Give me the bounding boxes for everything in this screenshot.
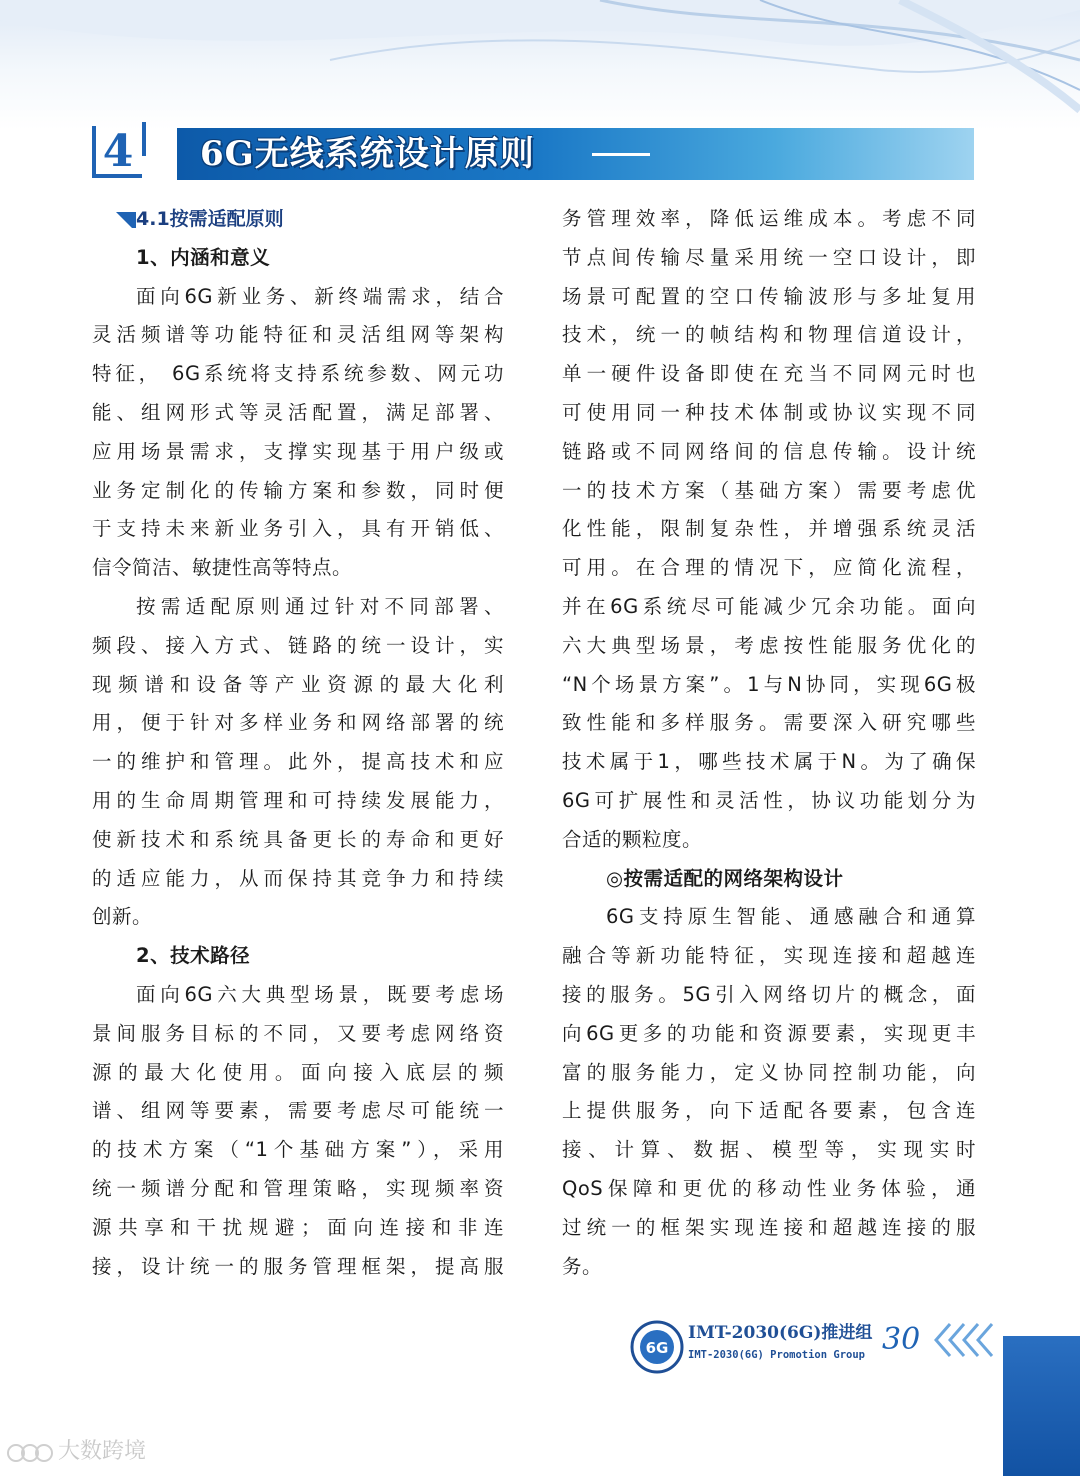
text-line: 信令简洁、敏捷性高等特点。 [92, 556, 353, 580]
chevron-arrows-icon [930, 1320, 1000, 1360]
footer-bar [1003, 1336, 1080, 1476]
text-line: 融合等新功能特征，实现连接和超越连 [562, 944, 976, 968]
text-line: 并在6G系统尽可能减少冗余功能。面向 [562, 594, 976, 618]
marker-bar-icon [132, 212, 136, 228]
text-line: 面向6G六大典型场景，既要考虑场 [136, 982, 504, 1006]
text-line: 接，设计统一的服务管理框架，提高服 [92, 1254, 504, 1278]
text-line: 于支持未来新业务引入，具有开销低、 [92, 517, 504, 541]
text-line: 能、组网形式等灵活配置，满足部署、 [92, 400, 504, 424]
paragraph-path-continued [562, 200, 976, 860]
paragraph-meaning [92, 278, 504, 588]
text-line: 源共享和干扰规避；面向连接和非连 [92, 1215, 504, 1239]
organization-name-en: IMT-2030(6G) Promotion Group [688, 1349, 866, 1361]
text-line: 特征， 6G系统将支持系统参数、网元功 [92, 362, 504, 386]
imt2030-logo-icon [630, 1320, 684, 1374]
text-line: 单一硬件设备即使在充当不同网元时也 [562, 362, 976, 386]
chapter-number: 4 [102, 126, 134, 177]
text-line: 用的生命周期管理和可持续发展能力， [92, 788, 504, 812]
right-column [562, 200, 976, 1286]
text-line: 源的最大化使用。面向接入底层的频 [92, 1060, 504, 1084]
chapter-title-dash [592, 153, 650, 156]
text-line: 使新技术和系统具备更长的寿命和更好 [92, 827, 504, 851]
text-line: 6G可扩展性和灵活性，协议功能划分为 [562, 788, 976, 812]
left-column [92, 200, 504, 1286]
text-line: 现频谱和设备等产业资源的最大化利 [92, 672, 504, 696]
text-line: 面向6G新业务、新终端需求，结合 [136, 284, 504, 308]
text-line: 技术属于1，哪些技术属于N。为了确保 [562, 750, 976, 774]
text-line: “N个场景方案”。1与N协同，实现6G极 [562, 672, 976, 696]
subheading-meaning: 1、内涵和意义 [136, 245, 271, 269]
text-line: 富的服务能力，定义协同控制功能，向 [562, 1060, 976, 1084]
logo-text: 6G [645, 1339, 669, 1357]
text-line: 可使用同一种技术体制或协议实现不同 [562, 400, 976, 424]
text-line: 向6G更多的功能和资源要素，实现更丰 [562, 1021, 976, 1045]
text-line: 链路或不同网络间的信息传输。设计统 [562, 439, 976, 463]
text-line: 统一频谱分配和管理策略，实现频率资 [92, 1176, 504, 1200]
text-line: QoS保障和更优的移动性业务体验，通 [562, 1176, 976, 1200]
paragraph-architecture [562, 898, 976, 1286]
text-line: 六大典型场景，考虑按性能服务优化的 [562, 633, 976, 657]
header-background [0, 0, 1080, 130]
page-number: 30 [882, 1322, 921, 1357]
text-line: 应用场景需求，支撑实现基于用户级或 [92, 439, 504, 463]
text-line: 6G支持原生智能、通感融合和通算 [606, 905, 976, 929]
text-line: 可用。在合理的情况下，应简化流程， [562, 556, 976, 580]
organization-name-cn: IMT-2030(6G)推进组 [688, 1323, 873, 1343]
watermark-logo-icon [6, 1440, 54, 1466]
watermark-text: 大数跨境 [58, 1439, 147, 1464]
text-line: 过统一的框架实现连接和超越连接的服 [562, 1215, 976, 1239]
text-line: 节点间传输尽量采用统一空口设计，即 [562, 245, 976, 269]
text-line: 的技术方案（“1个基础方案”），采用 [92, 1138, 504, 1162]
text-line: 化性能，限制复杂性，并增强系统灵活 [562, 517, 976, 541]
text-line: 一的技术方案（基础方案）需要考虑优 [562, 478, 976, 502]
text-line: 接、计算、数据、模型等，实现实时 [562, 1138, 976, 1162]
text-line: 业务定制化的传输方案和参数，同时便 [92, 478, 504, 502]
section-heading [92, 200, 504, 239]
text-line: 频段、接入方式、链路的统一设计，实 [92, 633, 504, 657]
text-line: 接的服务。5G引入网络切片的概念，面 [562, 982, 976, 1006]
chapter-title: 6G无线系统设计原则 [200, 134, 535, 174]
paragraph-principle [92, 588, 504, 937]
text-line: 场景可配置的空口传输波形与多址复用 [562, 284, 976, 308]
paragraph-path [92, 976, 504, 1286]
subheading-path: 2、技术路径 [136, 944, 251, 968]
text-line: 用，便于针对多样业务和网络部署的统 [92, 711, 504, 735]
text-line: 按需适配原则通过针对不同部署、 [136, 594, 504, 618]
text-line: 创新。 [92, 905, 153, 929]
wave-decoration [0, 0, 1080, 130]
section-heading-text: 4.1按需适配原则 [136, 208, 284, 230]
text-line: 致性能和多样服务。需要深入研究哪些 [562, 711, 976, 735]
text-line: 灵活频谱等功能特征和灵活组网等架构 [92, 323, 504, 347]
triangle-marker-icon [116, 212, 132, 228]
text-line: 技术，统一的帧结构和物理信道设计， [562, 323, 976, 347]
text-line: 合适的颗粒度。 [562, 827, 703, 851]
text-line: 景间服务目标的不同，又要考虑网络资 [92, 1021, 504, 1045]
text-line: 务管理效率，降低运维成本。考虑不同 [562, 207, 976, 230]
text-line: 的适应能力，从而保持其竞争力和持续 [92, 866, 504, 890]
text-line: 上提供服务，向下适配各要素，包含连 [562, 1099, 976, 1123]
text-line: 务。 [562, 1254, 603, 1278]
text-line: 谱、组网等要素，需要考虑尽可能统一 [92, 1099, 504, 1123]
text-line: 一的维护和管理。此外，提高技术和应 [92, 750, 504, 774]
subheading-architecture: ◎按需适配的网络架构设计 [606, 866, 844, 890]
